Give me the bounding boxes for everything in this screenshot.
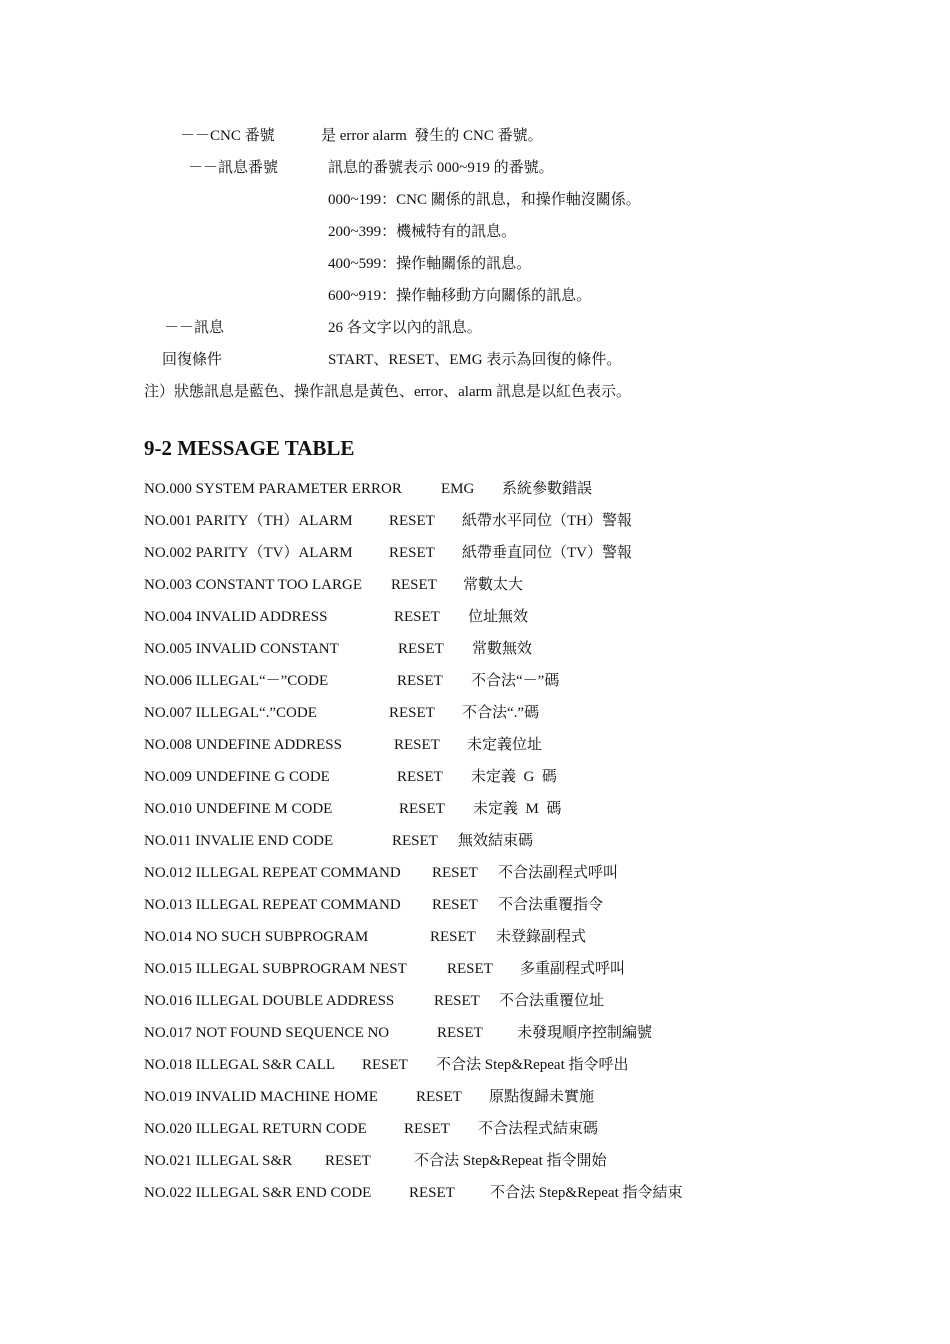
message-reset-condition: RESET: [409, 1185, 455, 1201]
message-code: NO.020 ILLEGAL RETURN CODE: [144, 1121, 367, 1137]
message-code: NO.001 PARITY（TH）ALARM: [144, 513, 353, 529]
message-description: 多重副程式呼叫: [520, 961, 626, 977]
message-code: NO.008 UNDEFINE ADDRESS: [144, 737, 342, 753]
message-description: 原點復歸未實施: [489, 1089, 595, 1105]
message-code: NO.010 UNDEFINE M CODE: [144, 801, 333, 817]
message-reset-condition: RESET: [432, 897, 478, 913]
def-range-000-199: 000~199：CNC 關係的訊息，和操作軸沒關係。: [328, 192, 641, 208]
message-reset-condition: EMG: [441, 481, 475, 497]
message-code: NO.011 INVALIE END CODE: [144, 833, 334, 849]
message-code: NO.021 ILLEGAL S&R: [144, 1153, 293, 1169]
message-description: 未登錄副程式: [496, 929, 587, 945]
message-reset-condition: RESET: [394, 609, 440, 625]
message-reset-condition: RESET: [391, 577, 437, 593]
message-reset-condition: RESET: [398, 641, 444, 657]
message-description: 位址無效: [468, 609, 529, 625]
def-label-reset-condition: 回復條件: [162, 352, 223, 368]
message-reset-condition: RESET: [416, 1089, 462, 1105]
message-description: 系統參數錯誤: [502, 481, 593, 497]
message-code: NO.005 INVALID CONSTANT: [144, 641, 339, 657]
message-code: NO.014 NO SUCH SUBPROGRAM: [144, 929, 369, 945]
message-code: NO.015 ILLEGAL SUBPROGRAM NEST: [144, 961, 407, 977]
message-code: NO.006 ILLEGAL“－”CODE: [144, 673, 329, 689]
message-code: NO.017 NOT FOUND SEQUENCE NO: [144, 1025, 390, 1041]
message-description: 常數無效: [472, 641, 533, 657]
def-desc-message-number: 訊息的番號表示 000~919 的番號。: [328, 160, 554, 176]
color-note: 注）狀態訊息是藍色、操作訊息是黃色、error、alarm 訊息是以紅色表示。: [144, 384, 632, 400]
message-description: 未定義 M 碼: [473, 801, 562, 817]
def-range-200-399: 200~399：機械特有的訊息。: [328, 224, 517, 240]
message-reset-condition: RESET: [397, 673, 443, 689]
message-description: 不合法 Step&Repeat 指令呼出: [436, 1057, 629, 1073]
message-description: 不合法 Step&Repeat 指令結束: [490, 1185, 683, 1201]
def-label-cnc-number: －－CNC 番號: [180, 128, 275, 144]
message-code: NO.009 UNDEFINE G CODE: [144, 769, 330, 785]
message-description: 未定義位址: [467, 737, 543, 753]
message-reset-condition: RESET: [394, 737, 440, 753]
def-label-message: －－訊息: [164, 320, 225, 336]
message-reset-condition: RESET: [389, 705, 435, 721]
section-title: 9-2 MESSAGE TABLE: [144, 436, 355, 460]
message-reset-condition: RESET: [399, 801, 445, 817]
message-code: NO.002 PARITY（TV）ALARM: [144, 545, 353, 561]
message-reset-condition: RESET: [362, 1057, 408, 1073]
message-description: 不合法副程式呼叫: [498, 865, 619, 881]
message-reset-condition: RESET: [397, 769, 443, 785]
def-range-600-919: 600~919：操作軸移動方向關係的訊息。: [328, 288, 592, 304]
message-reset-condition: RESET: [432, 865, 478, 881]
def-label-message-number: －－訊息番號: [188, 160, 279, 176]
message-reset-condition: RESET: [404, 1121, 450, 1137]
message-description: 不合法程式結束碼: [478, 1121, 599, 1137]
message-reset-condition: RESET: [430, 929, 476, 945]
message-code: NO.018 ILLEGAL S&R CALL: [144, 1057, 336, 1073]
message-code: NO.012 ILLEGAL REPEAT COMMAND: [144, 865, 401, 881]
message-reset-condition: RESET: [447, 961, 493, 977]
message-reset-condition: RESET: [389, 545, 435, 561]
message-description: 常數太大: [463, 577, 524, 593]
message-reset-condition: RESET: [389, 513, 435, 529]
def-desc-message: 26 各文字以內的訊息。: [328, 320, 482, 336]
message-code: NO.022 ILLEGAL S&R END CODE: [144, 1185, 372, 1201]
message-description: 未發現順序控制編號: [517, 1025, 653, 1041]
message-code: NO.019 INVALID MACHINE HOME: [144, 1089, 378, 1105]
def-desc-cnc-number: 是 error alarm 發生的 CNC 番號。: [321, 128, 543, 144]
message-code: NO.000 SYSTEM PARAMETER ERROR: [144, 481, 402, 497]
message-reset-condition: RESET: [437, 1025, 483, 1041]
message-description: 不合法重覆位址: [499, 993, 605, 1009]
message-description: 紙帶水平同位（TH）警報: [462, 513, 632, 529]
message-description: 未定義 G 碼: [471, 769, 557, 785]
message-description: 不合法“.”碼: [462, 705, 540, 721]
message-reset-condition: RESET: [434, 993, 480, 1009]
message-code: NO.003 CONSTANT TOO LARGE: [144, 577, 362, 593]
message-description: 不合法 Step&Repeat 指令開始: [414, 1153, 607, 1169]
message-code: NO.016 ILLEGAL DOUBLE ADDRESS: [144, 993, 395, 1009]
message-code: NO.004 INVALID ADDRESS: [144, 609, 328, 625]
message-reset-condition: RESET: [392, 833, 438, 849]
def-range-400-599: 400~599：操作軸關係的訊息。: [328, 256, 532, 272]
def-desc-reset-condition: START、RESET、EMG 表示為回復的條件。: [328, 352, 622, 368]
message-description: 紙帶垂直同位（TV）警報: [462, 545, 632, 561]
message-description: 不合法“－”碼: [471, 673, 560, 689]
message-reset-condition: RESET: [325, 1153, 371, 1169]
message-code: NO.013 ILLEGAL REPEAT COMMAND: [144, 897, 401, 913]
message-description: 不合法重覆指令: [498, 897, 604, 913]
message-description: 無效結束碼: [458, 833, 534, 849]
message-code: NO.007 ILLEGAL“.”CODE: [144, 705, 317, 721]
